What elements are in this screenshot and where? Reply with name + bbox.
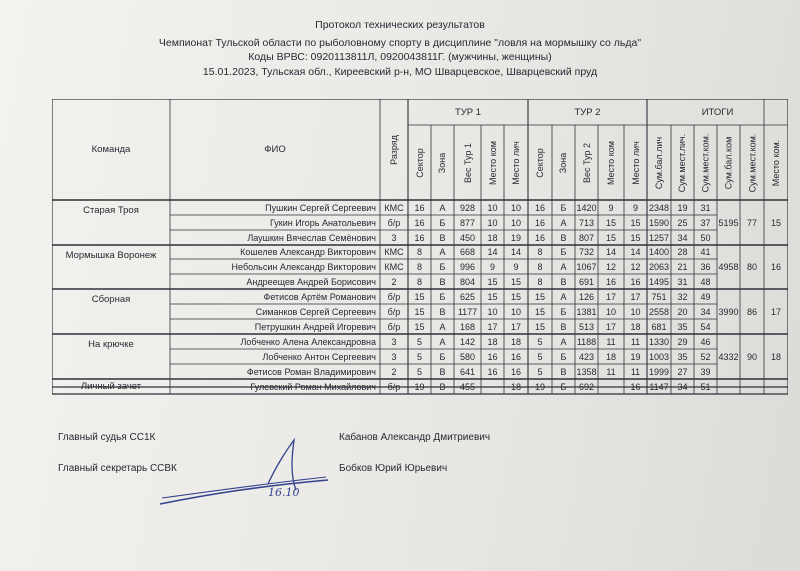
cell-z2: В bbox=[560, 366, 567, 377]
signature-mark: 16.10 bbox=[268, 486, 300, 499]
cell-pp1: 17 bbox=[510, 321, 521, 332]
cell-s1: 5 bbox=[416, 351, 422, 362]
team-total-places: 86 bbox=[746, 306, 757, 317]
cell-pp2: 18 bbox=[630, 321, 641, 332]
cell-w2: 423 bbox=[578, 351, 595, 362]
cell-s1: 8 bbox=[416, 261, 422, 272]
cell-z1: Б bbox=[439, 291, 446, 302]
subheader-weight2 bbox=[575, 125, 598, 200]
cell-w1: 142 bbox=[459, 336, 476, 347]
cell-pt2: 9 bbox=[608, 202, 614, 213]
cell-pt2: 15 bbox=[605, 217, 616, 228]
chief-judge-name: Кабанов Александр Дмитриевич bbox=[339, 432, 491, 443]
cell-rank: б/р bbox=[387, 217, 401, 228]
cell-sm: 31 bbox=[677, 276, 688, 287]
cell-pt1: 16 bbox=[487, 351, 498, 362]
cell-s1: 5 bbox=[416, 336, 422, 347]
team-name: Старая Троя bbox=[83, 204, 139, 216]
cell-pp1: 10 bbox=[510, 202, 521, 213]
cell-s1: 16 bbox=[414, 202, 425, 213]
cell-s1: 19 bbox=[414, 381, 425, 392]
cell-w1: 668 bbox=[459, 247, 476, 257]
subheader-place-team2-text: Место ком bbox=[606, 140, 616, 185]
cell-pp2: 16 bbox=[630, 276, 641, 287]
cell-s1: 5 bbox=[416, 366, 422, 377]
cell-pt1: 18 bbox=[487, 336, 498, 347]
cell-pt2: 16 bbox=[605, 276, 616, 287]
subheader-sector1-text: Сектор bbox=[414, 147, 425, 178]
cell-w2: 691 bbox=[578, 276, 595, 287]
cell-sb: 1590 bbox=[648, 217, 670, 228]
cell-pp1: 18 bbox=[510, 381, 521, 392]
subheader-zone1-text: Зона bbox=[437, 152, 448, 173]
cell-w2: 126 bbox=[578, 291, 595, 302]
team-place: 16 bbox=[770, 262, 781, 272]
cell-w1: 168 bbox=[459, 321, 476, 332]
subheader-sector1 bbox=[408, 125, 431, 200]
participant-name: Лаушкин Вячеслав Семёнович bbox=[247, 232, 376, 243]
cell-pp1: 16 bbox=[510, 351, 521, 362]
cell-sb: 2348 bbox=[648, 202, 670, 213]
subheader-place-pers2-text: Место лич bbox=[630, 140, 641, 185]
team-name: Мормышка Воронеж bbox=[65, 249, 157, 261]
cell-z2: А bbox=[560, 336, 567, 347]
cell-pp2: 19 bbox=[630, 351, 641, 362]
cell-sb: 1147 bbox=[649, 381, 669, 392]
participant-name: Лобченко Антон Сергеевич bbox=[262, 351, 376, 362]
cell-s1: 15 bbox=[414, 321, 425, 332]
cell-z1: Б bbox=[439, 217, 446, 228]
subheader-weight2-text: Вес Тур 2 bbox=[581, 142, 592, 183]
cell-rank: КМС bbox=[384, 202, 404, 213]
participant-name: Лобченко Алена Александровна bbox=[240, 336, 376, 347]
cell-z2: Б bbox=[560, 247, 567, 257]
cell-s2: 8 bbox=[537, 276, 543, 287]
cell-pt2: 12 bbox=[605, 261, 616, 272]
team-total-places: 90 bbox=[746, 351, 757, 362]
cell-pp1: 9 bbox=[513, 261, 519, 272]
cell-pp2: 16 bbox=[630, 381, 641, 392]
cell-rank: КМС bbox=[384, 247, 404, 257]
cell-z2: А bbox=[560, 291, 567, 302]
cell-pt1: 15 bbox=[487, 291, 498, 302]
team-place: 17 bbox=[770, 306, 781, 317]
subheader-place-pers1-text: Место лич bbox=[511, 140, 522, 185]
cell-smk: 48 bbox=[700, 276, 711, 287]
cell-sm: 21 bbox=[677, 261, 688, 272]
cell-pp1: 18 bbox=[510, 336, 521, 347]
cell-pt2: 14 bbox=[605, 247, 616, 257]
cell-s2: 8 bbox=[537, 247, 543, 257]
cell-s2: 15 bbox=[534, 306, 545, 317]
cell-pt1: 10 bbox=[487, 217, 498, 228]
team-name: Личный зачет bbox=[80, 381, 142, 392]
team-total-places: 77 bbox=[746, 217, 757, 228]
participant-name: Петрушкин Андрей Игоревич bbox=[254, 321, 376, 332]
cell-sm: 27 bbox=[677, 366, 688, 377]
fio-header: ФИО bbox=[264, 144, 286, 155]
cell-pp2: 11 bbox=[630, 336, 641, 347]
cell-rank: б/р bbox=[387, 321, 401, 332]
cell-rank: КМС bbox=[384, 261, 404, 272]
subheader-place-team-total-text: Место ком. bbox=[771, 139, 781, 186]
cell-s2: 16 bbox=[534, 217, 545, 228]
cell-w1: 580 bbox=[459, 351, 476, 362]
cell-s2: 19 bbox=[534, 381, 545, 392]
cell-z2: Б bbox=[560, 351, 567, 362]
chief-judge-title: Главный судья СС1К bbox=[58, 432, 156, 443]
subheader-sum-places-team2 bbox=[740, 125, 764, 200]
cell-rank: б/р bbox=[387, 291, 401, 302]
cell-sm: 32 bbox=[677, 291, 688, 302]
cell-pt1: 18 bbox=[487, 232, 498, 243]
cell-s1: 15 bbox=[414, 291, 425, 302]
cell-s1: 16 bbox=[414, 232, 425, 243]
tour2-header: ТУР 2 bbox=[574, 106, 601, 118]
cell-s1: 15 bbox=[414, 306, 425, 317]
team-name: Сборная bbox=[91, 293, 131, 305]
cell-s2: 5 bbox=[537, 336, 543, 347]
cell-z2: А bbox=[560, 261, 567, 272]
participant-name: Пушкин Сергей Сергеевич bbox=[265, 202, 376, 213]
cell-sb: 681 bbox=[651, 321, 667, 332]
cell-sm: 34 bbox=[677, 232, 688, 243]
cell-w2: 1420 bbox=[576, 202, 597, 213]
cell-smk: 52 bbox=[700, 351, 711, 362]
subheader-place-team-total bbox=[764, 125, 788, 200]
cell-z2: Б bbox=[560, 202, 567, 213]
cell-w2: 1381 bbox=[576, 306, 597, 317]
subheader-sector2-text: Сектор bbox=[535, 147, 546, 178]
cell-z1: А bbox=[439, 336, 446, 347]
cell-z1: А bbox=[439, 247, 446, 257]
date-location-line: 15.01.2023, Тульская обл., Киреевский р-н, МО Шварцевское, Шварцевский пруд bbox=[202, 66, 598, 78]
cell-pt2: 15 bbox=[605, 232, 616, 243]
cell-rank: б/р bbox=[387, 381, 401, 392]
cell-pt2: 11 bbox=[606, 336, 616, 347]
chief-secretary-name: Бобков Юрий Юрьевич bbox=[339, 463, 448, 474]
cell-z1: В bbox=[439, 306, 446, 317]
cell-s2: 5 bbox=[537, 366, 543, 377]
cell-z1: В bbox=[439, 381, 446, 392]
cell-pt1: 10 bbox=[487, 202, 498, 213]
cell-w1: 455 bbox=[459, 381, 476, 392]
cell-pp1: 15 bbox=[510, 276, 521, 287]
cell-z1: Б bbox=[439, 351, 446, 362]
cell-rank: б/р bbox=[387, 306, 401, 317]
cell-smk: 54 bbox=[700, 321, 711, 332]
cell-s1: 8 bbox=[416, 276, 422, 287]
participant-name: Фетисов Роман Владимирович bbox=[246, 366, 376, 377]
cell-pp2: 14 bbox=[630, 247, 641, 257]
cell-rank: 3 bbox=[391, 351, 397, 362]
cell-pp1: 14 bbox=[510, 247, 521, 257]
cell-z2: Б bbox=[560, 381, 567, 392]
cell-w1: 804 bbox=[459, 276, 476, 287]
cell-w1: 996 bbox=[459, 261, 476, 272]
tour1-header: ТУР 1 bbox=[454, 106, 482, 118]
cell-w2: 807 bbox=[578, 232, 595, 243]
cell-sm: 34 bbox=[677, 381, 688, 392]
cell-rank: 3 bbox=[391, 232, 397, 243]
cell-sb: 1400 bbox=[648, 247, 670, 257]
team-total-points: 4958 bbox=[718, 262, 739, 272]
cell-sm: 35 bbox=[677, 351, 688, 362]
cell-smk: 50 bbox=[700, 232, 711, 243]
cell-smk: 39 bbox=[700, 366, 711, 377]
team-place bbox=[764, 379, 788, 394]
cell-w2: 713 bbox=[578, 217, 595, 228]
team-total-points bbox=[717, 379, 740, 394]
cell-sm: 19 bbox=[677, 202, 688, 213]
subheader-sector2 bbox=[528, 125, 552, 200]
cell-z1: Б bbox=[439, 261, 446, 272]
protocol-title: Протокол технических результатов bbox=[315, 19, 485, 31]
cell-smk: 49 bbox=[700, 291, 711, 302]
participant-name: Кошелев Александр Викторович bbox=[240, 247, 376, 257]
team-total-points: 4332 bbox=[718, 351, 739, 362]
cell-pt1: 14 bbox=[487, 247, 498, 257]
cell-w1: 641 bbox=[459, 366, 476, 377]
subheader-sum-places-team2-text: Сум.мест.ком. bbox=[747, 133, 758, 192]
cell-s2: 5 bbox=[537, 351, 543, 362]
cell-s1: 8 bbox=[416, 247, 422, 257]
cell-smk: 37 bbox=[700, 217, 711, 228]
cell-pt2: 18 bbox=[605, 351, 616, 362]
cell-pt1: 9 bbox=[489, 261, 495, 272]
cell-z1: В bbox=[439, 366, 446, 377]
participant-name: Небольсин Александр Викторович bbox=[231, 261, 376, 272]
subheader-weight1-text: Вес Тур 1 bbox=[462, 142, 473, 183]
cell-sb: 1495 bbox=[648, 276, 670, 287]
cell-w2: 513 bbox=[578, 321, 595, 332]
cell-rank: 2 bbox=[391, 366, 397, 377]
chief-secretary-title: Главный секретарь ССВК bbox=[58, 463, 177, 474]
subheader-place-team2 bbox=[598, 125, 624, 200]
cell-pp2: 12 bbox=[630, 261, 641, 272]
subheader-sum-places-pers bbox=[671, 125, 694, 200]
cell-s2: 15 bbox=[534, 291, 545, 302]
cell-pp2: 10 bbox=[630, 306, 641, 317]
cell-s2: 8 bbox=[537, 261, 543, 272]
team-total-points: 3990 bbox=[718, 306, 739, 317]
cell-pp1: 15 bbox=[510, 291, 521, 302]
subheader-place-pers1 bbox=[504, 125, 528, 200]
cell-pt2: 17 bbox=[605, 321, 616, 332]
subheader-zone2-text: Зона bbox=[558, 152, 569, 173]
cell-pp1: 10 bbox=[510, 217, 521, 228]
cell-pp2: 17 bbox=[630, 291, 641, 302]
cell-pt2 bbox=[598, 379, 624, 394]
cell-smk: 41 bbox=[700, 247, 711, 257]
cell-pt1 bbox=[481, 379, 504, 394]
championship-line: Чемпионат Тульской области по рыболовному спорту в дисциплине "ловля на мормышку со льда" bbox=[158, 37, 642, 49]
subheader-zone2 bbox=[552, 125, 575, 200]
team-total-places bbox=[740, 379, 764, 394]
cell-pt1: 17 bbox=[487, 321, 498, 332]
cell-smk: 31 bbox=[700, 202, 711, 213]
cell-z1: В bbox=[439, 232, 446, 243]
cell-sm: 20 bbox=[677, 306, 688, 317]
cell-w1: 928 bbox=[459, 202, 476, 213]
cell-smk: 36 bbox=[700, 261, 711, 272]
cell-sm: 35 bbox=[677, 321, 688, 332]
cell-w2: 732 bbox=[578, 247, 595, 257]
handwritten-signature bbox=[150, 436, 340, 511]
cell-pt1: 16 bbox=[487, 366, 498, 377]
cell-pp1: 10 bbox=[510, 306, 521, 317]
cell-pp2: 11 bbox=[630, 366, 641, 377]
totals-header: ИТОГИ bbox=[701, 106, 734, 118]
cell-smk: 51 bbox=[700, 381, 711, 392]
cell-z1: А bbox=[439, 321, 446, 332]
cell-sb: 2063 bbox=[648, 261, 670, 272]
cell-smk: 46 bbox=[700, 336, 711, 347]
cell-w1: 450 bbox=[459, 232, 476, 243]
cell-pp1: 16 bbox=[510, 366, 521, 377]
subheader-sum-places-team bbox=[694, 125, 717, 200]
team-total-points: 5195 bbox=[718, 217, 739, 228]
cell-w1: 877 bbox=[459, 217, 476, 228]
subheader-place-team1 bbox=[481, 125, 504, 200]
participant-name: Симанков Сергей Сергеевич bbox=[255, 306, 376, 317]
cell-s2: 16 bbox=[534, 232, 545, 243]
subheader-sum-places-pers-text: Сум.мест.лич. bbox=[677, 133, 688, 192]
rank-header-text: Разряд bbox=[389, 134, 400, 165]
team-place: 15 bbox=[770, 217, 781, 228]
cell-z1: В bbox=[439, 276, 446, 287]
participant-name: Гулевский Роман Михайлович bbox=[250, 381, 376, 392]
cell-s1: 16 bbox=[414, 217, 425, 228]
cell-sm: 25 bbox=[677, 217, 688, 228]
cell-pt1: 15 bbox=[487, 276, 498, 287]
cell-sb: 1257 bbox=[648, 232, 670, 243]
team-name: На крючке bbox=[88, 338, 134, 350]
cell-w2: 1067 bbox=[576, 261, 597, 272]
cell-w2: 1188 bbox=[576, 336, 597, 347]
cell-z2: В bbox=[560, 321, 567, 332]
cell-sb: 1999 bbox=[648, 366, 670, 377]
team-header: Команда bbox=[91, 144, 131, 155]
subheader-zone1 bbox=[431, 125, 454, 200]
cell-rank: 2 bbox=[391, 276, 397, 287]
codes-line: Коды ВРВС: 0920113811Л, 0920043811Г. (мужчины, женщины) bbox=[248, 51, 552, 63]
cell-w1: 625 bbox=[459, 291, 476, 302]
results-table bbox=[52, 99, 788, 402]
cell-w2: 692 bbox=[578, 381, 595, 392]
cell-z2: В bbox=[560, 232, 567, 243]
cell-z2: Б bbox=[560, 306, 567, 317]
cell-z2: В bbox=[560, 276, 567, 287]
team-total-places: 80 bbox=[746, 262, 757, 272]
subheader-sum-points-pers bbox=[647, 125, 671, 200]
cell-z1: А bbox=[439, 202, 446, 213]
cell-pt2: 17 bbox=[605, 291, 616, 302]
cell-pt1: 10 bbox=[487, 306, 498, 317]
cell-sb: 1330 bbox=[648, 336, 670, 347]
cell-pp2: 9 bbox=[632, 202, 638, 213]
cell-s2: 15 bbox=[534, 321, 545, 332]
subheader-sum-points-team bbox=[717, 125, 740, 200]
participant-name: Андреещев Андрей Борисович bbox=[246, 276, 376, 287]
cell-w2: 1358 bbox=[576, 366, 597, 377]
cell-pp1: 19 bbox=[510, 232, 521, 243]
cell-sb: 1003 bbox=[648, 351, 670, 362]
subheader-sum-places-team-text: Сум.мест.ком. bbox=[700, 133, 711, 192]
rank-header bbox=[380, 99, 408, 200]
cell-w1: 1177 bbox=[457, 306, 478, 317]
cell-sm: 29 bbox=[677, 336, 688, 347]
cell-pt2: 10 bbox=[605, 306, 616, 317]
cell-z2: А bbox=[560, 217, 567, 228]
cell-pp2: 15 bbox=[630, 217, 641, 228]
cell-sb: 2558 bbox=[648, 306, 670, 317]
cell-sb: 751 bbox=[651, 291, 667, 302]
cell-rank: 3 bbox=[391, 336, 397, 347]
cell-sm: 28 bbox=[677, 247, 688, 257]
cell-smk: 34 bbox=[700, 306, 711, 317]
participant-name: Фетисов Артём Романович bbox=[263, 291, 376, 302]
subheader-sum-points-pers-text: Сум.бал.лич bbox=[654, 136, 665, 189]
subheader-sum-points-team-text: Сум.бал.ком bbox=[723, 136, 734, 189]
participant-name: Гукин Игорь Анатольевич bbox=[269, 217, 376, 228]
cell-pt2: 11 bbox=[606, 366, 616, 377]
subheader-place-team1-text: Место ком bbox=[487, 140, 498, 185]
subheader-weight1 bbox=[454, 125, 481, 200]
subheader-place-pers2 bbox=[624, 125, 647, 200]
cell-pp2: 15 bbox=[630, 232, 641, 243]
cell-s2: 16 bbox=[534, 202, 545, 213]
team-place: 18 bbox=[770, 351, 781, 362]
